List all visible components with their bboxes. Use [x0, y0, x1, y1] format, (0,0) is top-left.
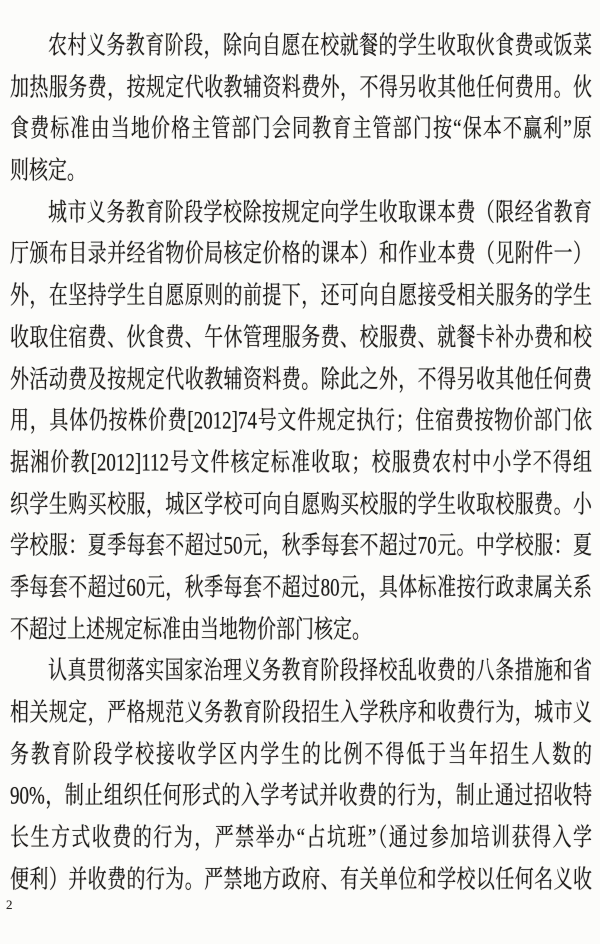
text-line: 不超过上述规定标准由当地物价部门核定。 [10, 616, 372, 644]
text-line: 外活动费及按规定代收教辅资料费。除此之外，不得另收其他任何费 [10, 366, 592, 394]
text-line: 季每套不超过60元，秋季每套不超过80元，具体标准按行政隶属关系 [10, 574, 592, 603]
text-line: 加热服务费，按规定代收教辅资料费外，不得另收其他任何费用。伙 [10, 74, 592, 102]
text-line: 务教育阶段学校接收学区内学生的比例不得低于当年招生人数的 [10, 741, 592, 769]
text-line: 长生方式收费的行为，严禁举办“占坑班”（通过参加培训获得入学 [10, 824, 592, 853]
text-line: 农村义务教育阶段，除向自愿在校就餐的学生收取伙食费或饭菜 [48, 32, 592, 61]
text-line: 相关规定，严格规范义务教育阶段招生入学秩序和收费行为，城市义 [10, 699, 592, 728]
document-body-text [10, 26, 592, 901]
text-line: 织学生购买校服，城区学校可向自愿购买校服的学生收取校服费。小 [10, 491, 592, 519]
text-line: 外，在坚持学生自愿原则的前提下，还可向自愿接受相关服务的学生 [10, 282, 592, 311]
text-line: 厅颁布目录并经省物价局核定价格的课本）和作业本费（见附件一） [10, 240, 592, 269]
text-line: 90%，制止组织任何形式的入学考试并收费的行为，制止通过招收特 [10, 782, 592, 811]
page-number: 2 [6, 897, 13, 912]
text-line: 便利）并收费的行为。严禁地方政府、有关单位和学校以任何名义收 [10, 866, 592, 894]
text-line: 食费标准由当地价格主管部门会同教育主管部门按“保本不赢利”原 [10, 115, 592, 144]
text-line: 城市义务教育阶段学校除按规定向学生收取课本费（限经省教育 [48, 199, 592, 227]
text-line: 则核定。 [10, 157, 87, 186]
text-line: 据湘价教[2012]112号文件核定标准收取；校服费农村中小学不得组 [10, 449, 592, 478]
text-line: 用，具体仍按株价费[2012]74号文件规定执行；住宿费按物价部门依 [10, 407, 592, 436]
text-line: 收取住宿费、伙食费、午休管理服务费、校服费、就餐卡补办费和校 [10, 324, 592, 353]
text-line: 学校服：夏季每套不超过50元，秋季每套不超过70元。中学校服：夏 [10, 532, 592, 561]
text-line: 认真贯彻落实国家治理义务教育阶段择校乱收费的八条措施和省 [48, 657, 592, 686]
